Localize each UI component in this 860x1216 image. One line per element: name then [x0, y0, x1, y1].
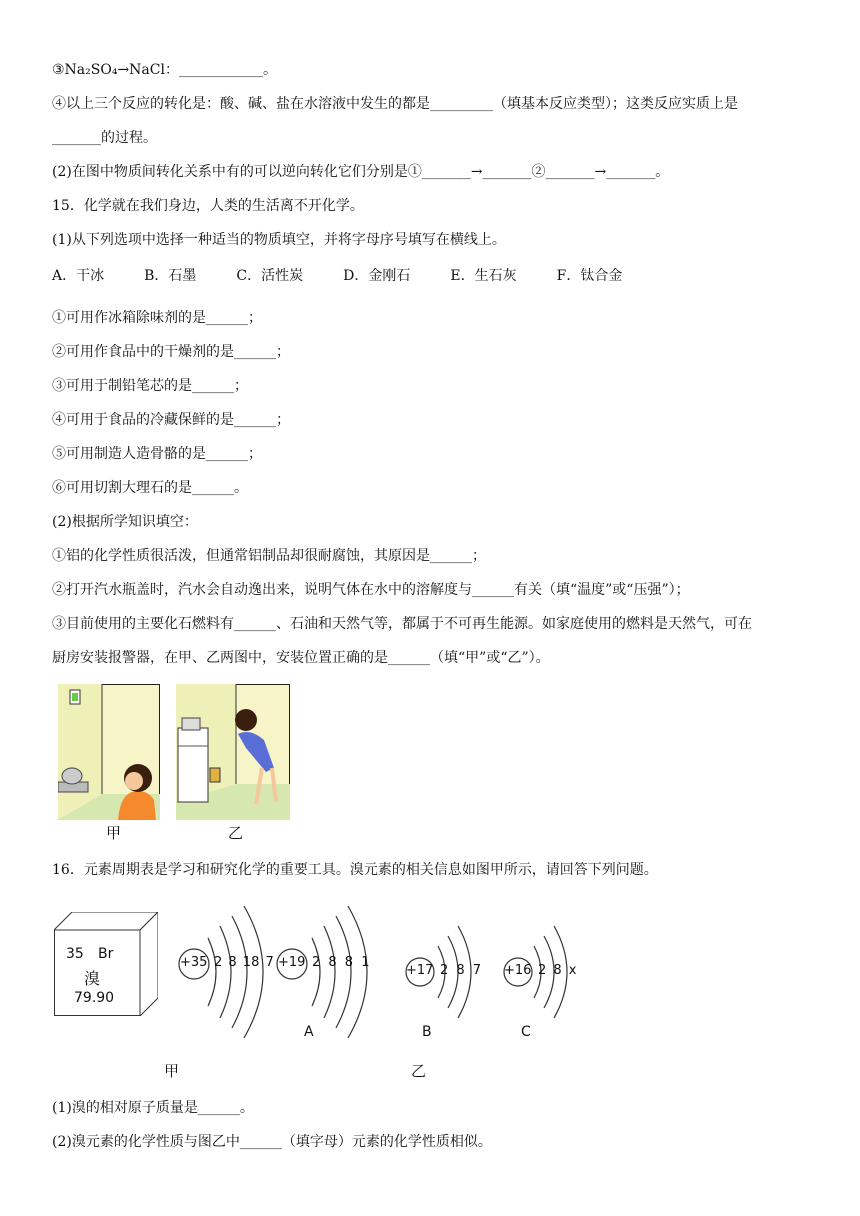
option-a: A．干冰 — [52, 268, 105, 284]
atom-label-c: C — [521, 1024, 531, 1040]
shells-br: 2 8 18 7 — [214, 955, 274, 970]
kitchen-figure-yi — [176, 684, 290, 820]
caption-yi: 乙 — [411, 1062, 427, 1080]
option-d: D．金刚石 — [343, 268, 411, 284]
nucleus-b: +17 — [406, 963, 434, 978]
element-symbol: Br — [98, 946, 114, 962]
text-line-17: 厨房安装报警器，在甲、乙两图中，安装位置正确的是______（填“甲”或“乙”）。 — [52, 650, 550, 666]
kitchen-figure-jia — [58, 684, 160, 820]
question-16-part-2: (2)溴元素的化学性质与图乙中______（填字母）元素的化学性质相似。 — [52, 1134, 492, 1150]
atom-label-b: B — [422, 1024, 432, 1040]
text-line-7: ①可用作冰箱除味剂的是______； — [52, 310, 262, 326]
nucleus-a: +19 — [278, 955, 306, 970]
text-line-14: ①铝的化学性质很活泼，但通常铝制品却很耐腐蚀，其原因是______； — [52, 548, 486, 564]
shells-b: 2 8 7 — [440, 963, 482, 978]
text-line-2: ④以上三个反应的转化是：酸、碱、盐在水溶液中发生的都是_________（填基本反应类型）；这类反应实质上是 — [52, 96, 738, 112]
text-line-15: ②打开汽水瓶盖时，汽水会自动逸出来，说明气体在水中的溶解度与______有关（填“温度”或“压强”）； — [52, 582, 690, 598]
text-line-13: (2)根据所学知识填空： — [52, 514, 198, 530]
question-16-title: 16．元素周期表是学习和研究化学的重要工具。溴元素的相关信息如图甲所示，请回答下列问题。 — [52, 862, 658, 878]
element-name: 溴 — [84, 969, 101, 988]
shells-c: 2 8 x — [538, 963, 577, 978]
nucleus-c: +16 — [504, 963, 532, 978]
atom-label-a: A — [304, 1024, 314, 1040]
text-line-8: ②可用作食品中的干燥剂的是______； — [52, 344, 290, 360]
atomic-mass: 79.90 — [74, 990, 115, 1006]
text-line-16: ③目前使用的主要化石燃料有______、石油和天然气等，都属于不可再生能源。如家庭使用的燃料是天然气，可在 — [52, 616, 752, 632]
text-line-1: ③Na₂SO₄→NaCl：____________。 — [52, 62, 277, 78]
options-row — [52, 266, 662, 286]
option-c: C．活性炭 — [236, 268, 304, 284]
element-cell-bromine — [54, 912, 158, 1016]
shells-a: 2 8 8 1 — [312, 955, 370, 970]
atomic-number: 35 — [66, 946, 84, 962]
atom-a-shells — [312, 906, 370, 1038]
caption-jia: 甲 — [164, 1062, 180, 1080]
atom-diagrams — [170, 900, 600, 1040]
text-line-11: ⑤可用制造人造骨骼的是______； — [52, 446, 262, 462]
text-line-9: ③可用于制铅笔芯的是______； — [52, 378, 248, 394]
text-line-10: ④可用于食品的冷藏保鲜的是______； — [52, 412, 290, 428]
kitchen-caption-yi: 乙 — [228, 824, 244, 842]
text-line-3: _______的过程。 — [52, 130, 157, 146]
text-line-4: (2)在图中物质间转化关系中有的可以逆向转化它们分别是①_______→_______②_______→_______。 — [52, 164, 670, 180]
text-line-12: ⑥可用切割大理石的是______。 — [52, 480, 248, 496]
option-f: F．钛合金 — [556, 268, 623, 284]
atom-br-shells — [208, 906, 263, 1038]
option-e: E．生石灰 — [450, 268, 517, 284]
question-16-part-1: (1)溴的相对原子质量是______。 — [52, 1100, 254, 1116]
text-line-6: (1)从下列选项中选择一种适当的物质填空，并将字母序号填写在横线上。 — [52, 232, 506, 248]
kitchen-caption-jia: 甲 — [106, 824, 122, 842]
option-b: B．石墨 — [144, 268, 197, 284]
question-15-title: 15．化学就在我们身边，人类的生活离不开化学。 — [52, 198, 364, 214]
nucleus-br: +35 — [180, 955, 208, 970]
